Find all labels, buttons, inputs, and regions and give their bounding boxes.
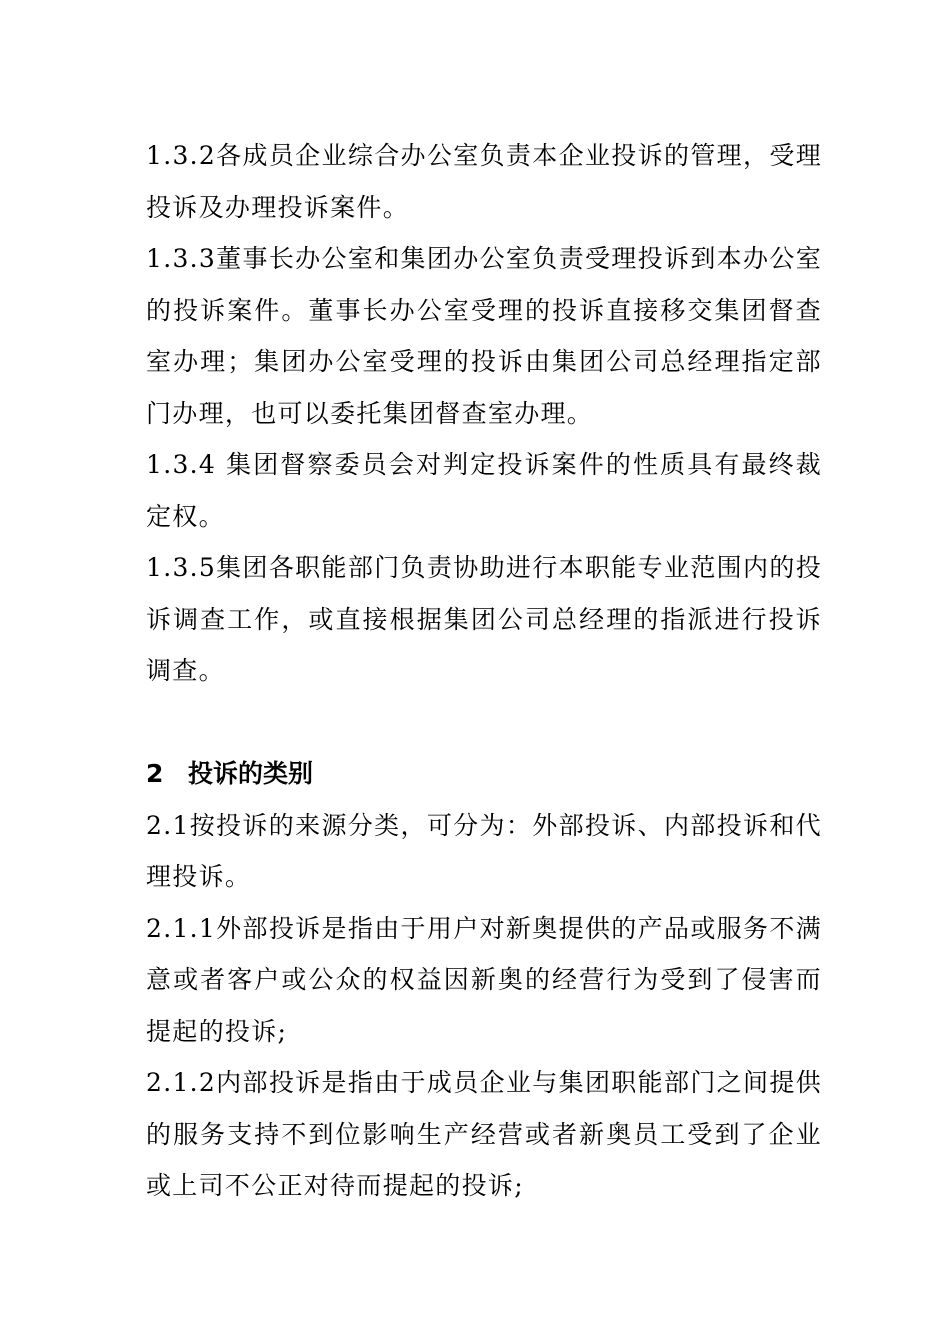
paragraph-1-3-5: 1.3.5集团各职能部门负责协助进行本职能专业范围内的投诉调查工作，或直接根据集团公司总经理的指派进行投诉调查。 [146,553,822,685]
paragraph-1-3-3: 1.3.3董事长办公室和集团办公室负责受理投诉到本办公室的投诉案件。董事长办公室受理的投诉直接移交集团督查室办理；集团办公室受理的投诉由集团公司总经理指定部门办理，也可以委托集团督查室办理。 [146,244,822,428]
paragraph-2-1-1: 2.1.1外部投诉是指由于用户对新奥提供的产品或服务不满意或者客户或公众的权益因新奥的经营行为受到了侵害而提起的投诉; [146,913,822,1046]
document-body [146,130,822,1212]
paragraph-2-1: 2.1按投诉的来源分类，可分为：外部投诉、内部投诉和代理投诉。 [146,810,822,891]
section-title: 投诉的类别 [188,759,314,788]
paragraph-1-3-4: 1.3.4 集团督察委员会对判定投诉案件的性质具有最终裁定权。 [146,450,822,531]
paragraph-1-3-2: 1.3.2各成员企业综合办公室负责本企业投诉的管理，受理投诉及办理投诉案件。 [146,141,822,222]
section-number: 2 [146,759,164,788]
section-heading [146,748,822,800]
paragraph-2-1-2: 2.1.2内部投诉是指由于成员企业与集团职能部门之间提供的服务支持不到位影响生产经营或者新奥员工受到了企业或上司不公正对待而提起的投诉; [146,1068,822,1200]
section-spacer [146,697,822,749]
